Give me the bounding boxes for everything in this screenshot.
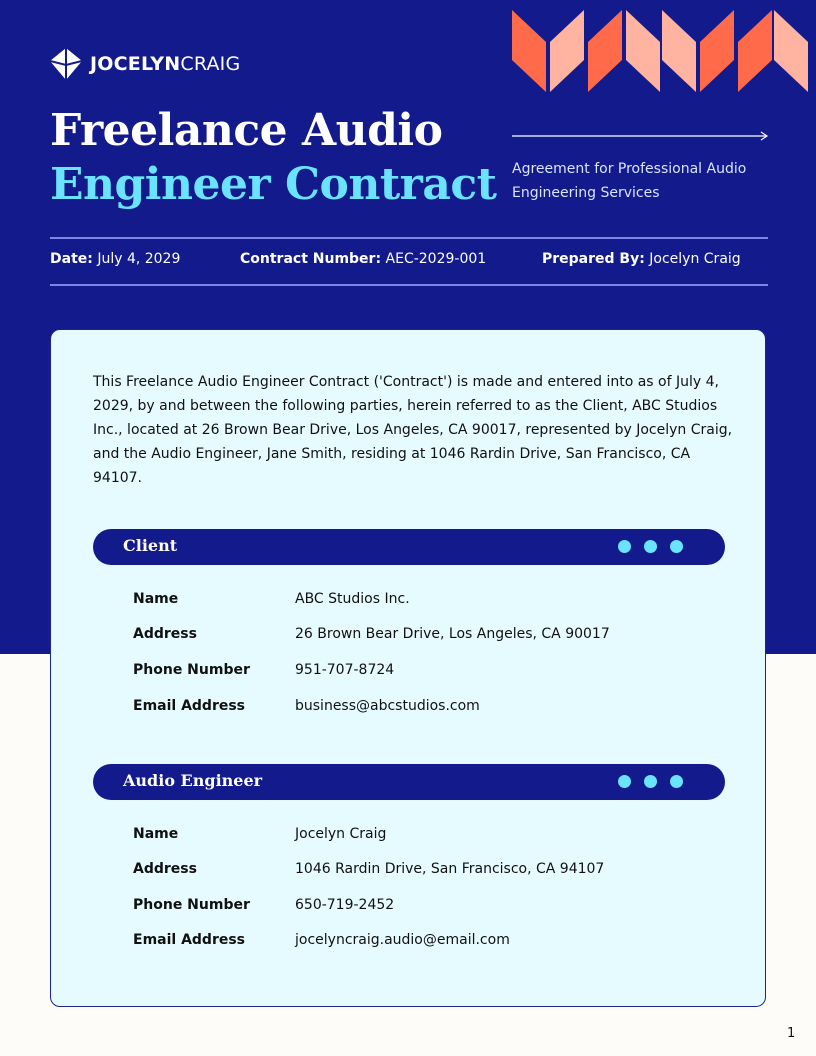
engineer-section-title: Audio Engineer [123,771,263,790]
dot-icon [670,540,683,553]
page-number: 1 [787,1026,796,1041]
divider-top [50,237,768,239]
meta-prepared-by [542,251,741,267]
engineer-name-value: Jocelyn Craig [295,826,387,842]
dot-icon [644,540,657,553]
client-address-label: Address [133,626,197,642]
meta-contract-number [240,251,486,267]
dot-icon [670,775,683,788]
brand-name-bold: JOCELYN [90,53,181,75]
client-name-label: Name [133,591,179,607]
client-address-value: 26 Brown Bear Drive, Los Angeles, CA 90017 [295,626,610,642]
engineer-email-value: jocelyncraig.audio@email.com [295,932,510,948]
meta-prepared-label: Prepared By: [542,251,645,267]
engineer-phone-value: 650-719-2452 [295,897,395,913]
meta-contract-value: AEC-2029-001 [385,251,487,267]
engineer-section-header [93,764,725,800]
dot-icon [618,540,631,553]
client-section-title: Client [123,536,178,555]
meta-date-label: Date: [50,251,93,267]
page-title [50,104,496,212]
engineer-name-label: Name [133,826,179,842]
engineer-phone-label: Phone Number [133,897,250,913]
brand-name-light: CRAIG [180,53,241,75]
intro-paragraph: This Freelance Audio Engineer Contract ('Contract') is made and entered into as of July 4, 2029, by and between the following parties, herein referred to as the Client, ABC Studios Inc., located at 26 Brown Bear Drive, Los Angeles, CA 90017, represented by Jocelyn Craig, and the Audio Engineer, Jane Smith, residing at 1046 Rardin Drive, San Francisco, CA 94107. [93,374,733,486]
client-email-value: business@abcstudios.com [295,698,480,714]
chevron-pattern-graphic [512,10,808,92]
client-name-value: ABC Studios Inc. [295,591,410,607]
arrow-right-icon [512,130,770,142]
engineer-address-label: Address [133,861,197,877]
divider-bottom [50,284,768,286]
engineer-address-value: 1046 Rardin Drive, San Francisco, CA 94107 [295,861,605,877]
engineer-email-label: Email Address [133,932,246,948]
meta-date [50,251,180,267]
dots-decoration [618,775,683,788]
page-subtitle: Agreement for Professional Audio Engineering Services [512,161,747,201]
dot-icon [618,775,631,788]
client-phone-label: Phone Number [133,662,250,678]
meta-contract-label: Contract Number: [240,251,382,267]
brand-logo [50,48,240,80]
client-email-label: Email Address [133,698,246,714]
meta-date-value: July 4, 2029 [97,251,181,267]
client-phone-value: 951-707-8724 [295,662,395,678]
contract-card [50,329,766,1007]
star-logo-icon [50,48,82,80]
dot-icon [644,775,657,788]
dots-decoration [618,540,683,553]
meta-prepared-value: Jocelyn Craig [649,251,741,267]
title-line-2: Engineer Contract [50,159,497,210]
client-section-header [93,529,725,565]
title-line-1: Freelance Audio [50,105,443,156]
